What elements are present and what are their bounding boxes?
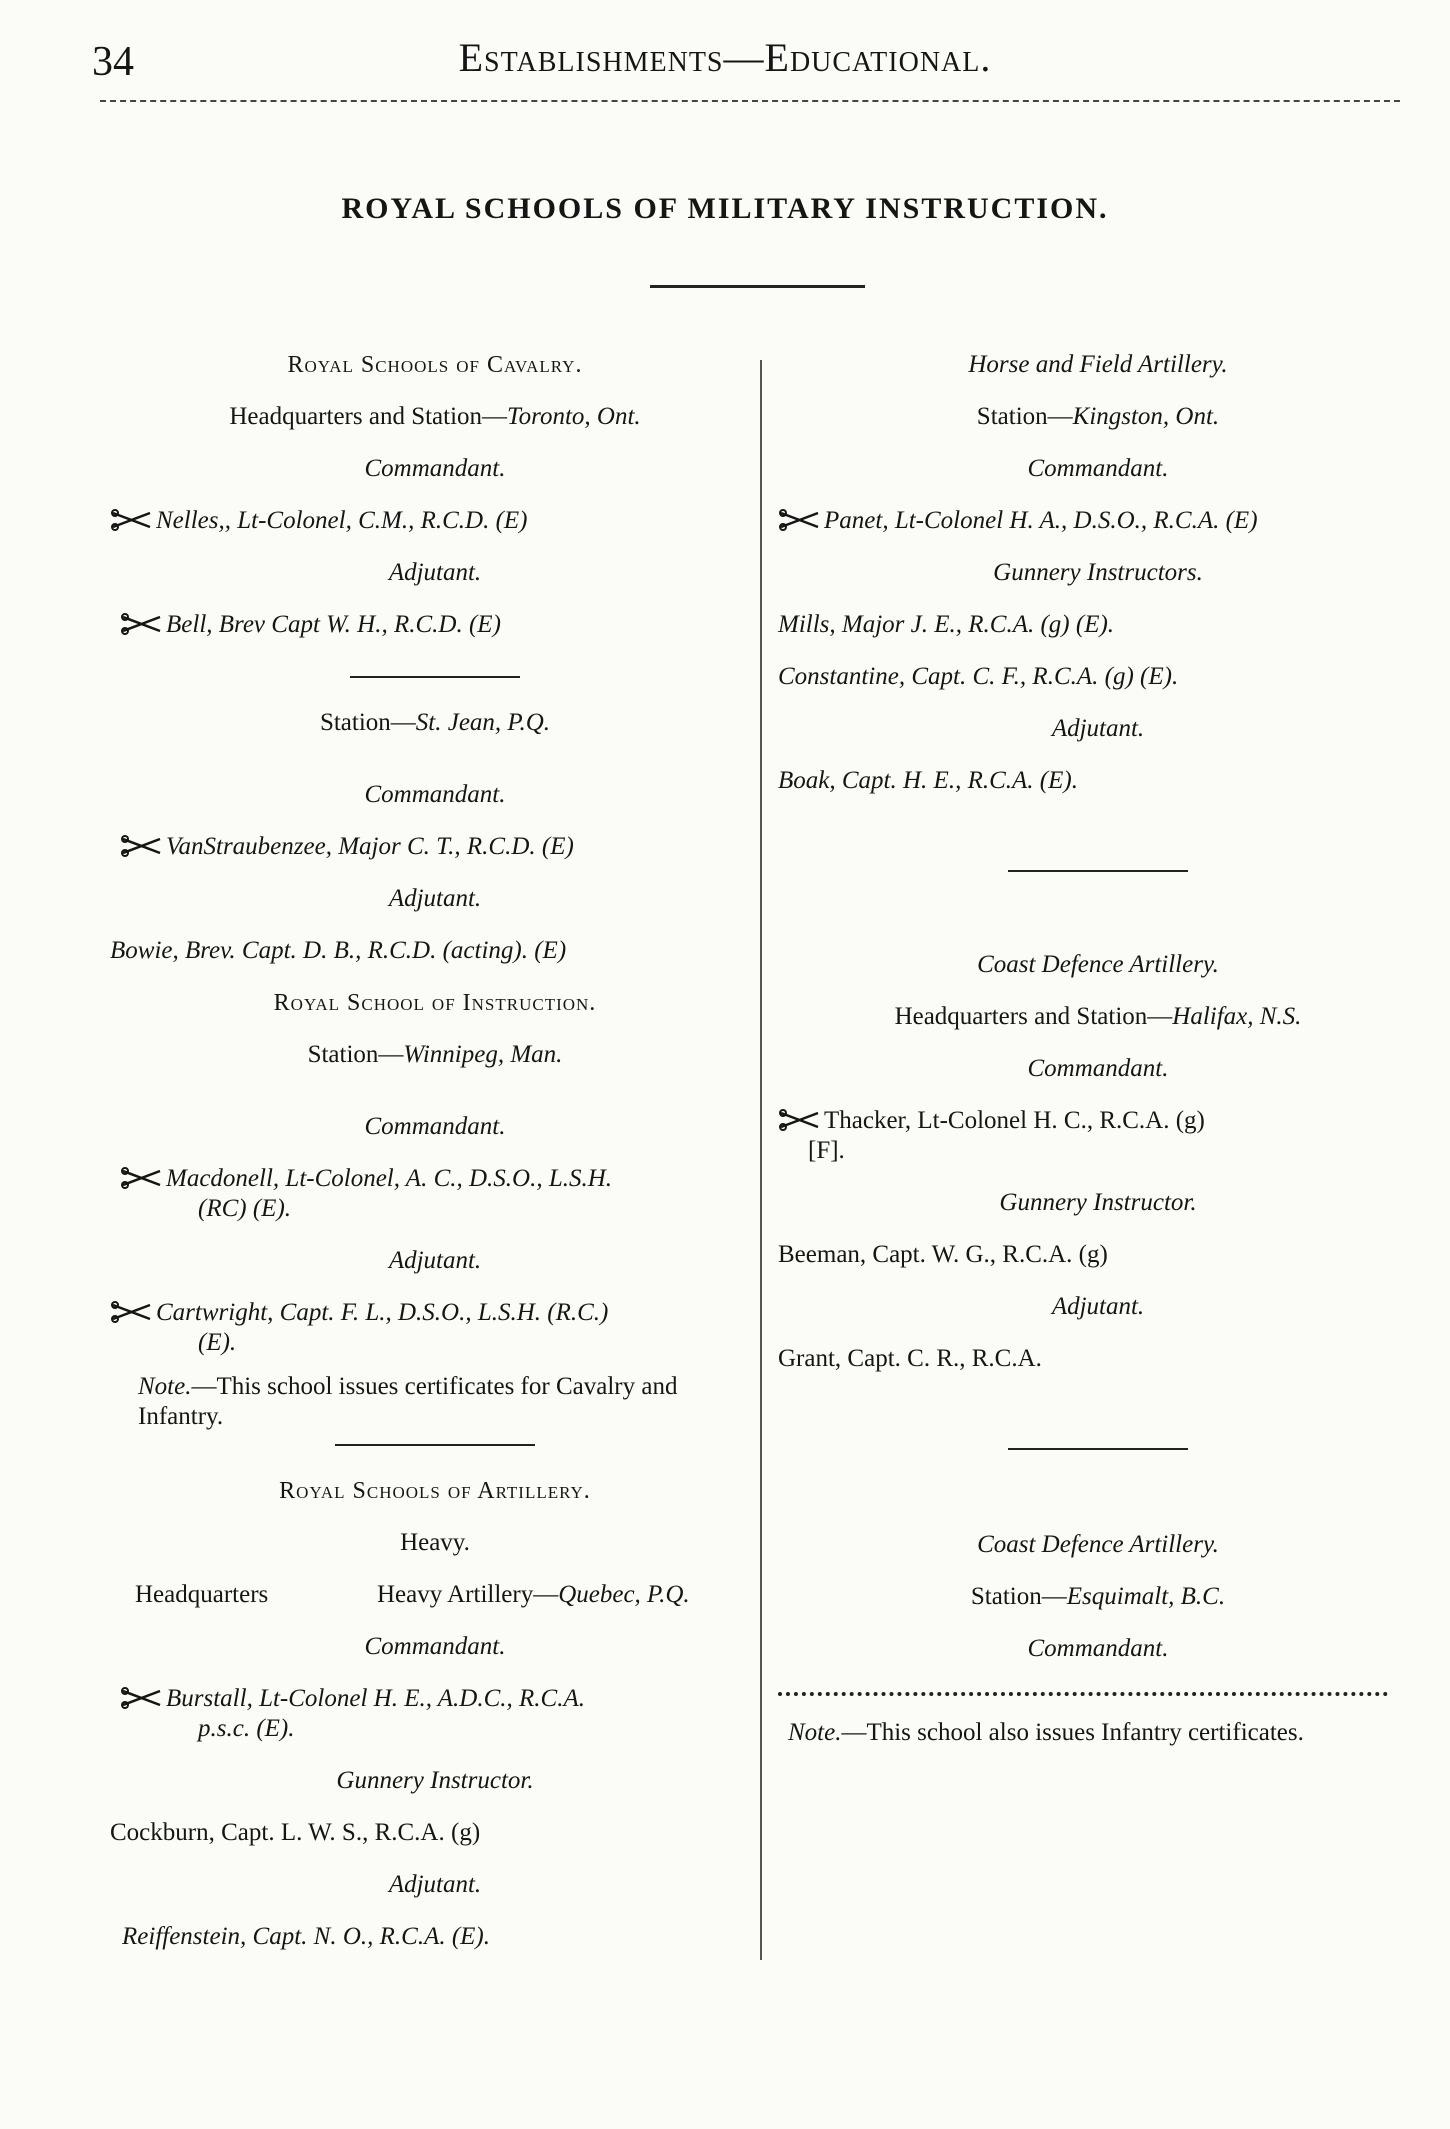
- coast-defence-heading: Coast Defence Artillery.: [977, 1531, 1219, 1558]
- gunnery-instructors-label: Gunnery Instructors.: [993, 559, 1203, 586]
- adjutant-label: Adjutant.: [388, 885, 482, 912]
- winnipeg-station: [110, 1040, 760, 1070]
- quebec-station: [110, 1580, 760, 1610]
- winnipeg-adjutant-continued: (E).: [198, 1329, 237, 1356]
- officer-name: Cartwright, Capt. F. L., D.S.O., L.S.H. (R.C.): [156, 1299, 609, 1326]
- officer-name: VanStraubenzee, Major C. T., R.C.D. (E): [166, 833, 574, 860]
- officer-name: Bell, Brev Capt W. H., R.C.D. (E): [166, 611, 501, 638]
- station-label: Headquarters and Station—: [229, 403, 508, 430]
- commandant-label: Commandant.: [364, 781, 506, 808]
- crossed-swords-icon: [120, 1167, 164, 1189]
- header-rule: [100, 100, 1400, 102]
- section-rule: [1008, 1448, 1188, 1450]
- station-place: Esquimalt, B.C.: [1066, 1583, 1226, 1610]
- dotted-leader: [778, 1692, 1388, 1696]
- toronto-station: [110, 402, 760, 432]
- station-place: Toronto, Ont.: [507, 403, 641, 430]
- station-label: Station—: [970, 1583, 1067, 1610]
- adjutant-label: Adjutant.: [1051, 1293, 1145, 1320]
- artillery-heading: Royal Schools of Artillery.: [279, 1478, 591, 1504]
- title-rule: [650, 285, 865, 288]
- field-artillery-heading: Horse and Field Artillery.: [968, 351, 1228, 378]
- headquarters-label: Headquarters: [135, 1581, 269, 1608]
- crossed-swords-icon: [778, 509, 822, 531]
- page-header: [0, 30, 1450, 90]
- adjutant-label: Adjutant.: [388, 559, 482, 586]
- commandant-label: Commandant.: [364, 1633, 506, 1660]
- note-text: —This school also issues Infantry certificates.: [841, 1719, 1304, 1746]
- commandant-label: Commandant.: [1027, 455, 1169, 482]
- station-label: Headquarters and Station—: [894, 1003, 1173, 1030]
- gunnery-instructor-label: Gunnery Instructor.: [999, 1189, 1197, 1216]
- kingston-gunnery-entry: Constantine, Capt. C. F., R.C.A. (g) (E).: [778, 663, 1179, 690]
- stjean-adjutant-entry: Bowie, Brev. Capt. D. B., R.C.D. (acting). (E): [110, 937, 567, 964]
- crossed-swords-icon: [120, 835, 164, 857]
- instruction-heading: Royal School of Instruction.: [273, 990, 597, 1016]
- heavy-label: Heavy.: [400, 1529, 470, 1556]
- left-column: [110, 350, 760, 1952]
- section-rule: [335, 1444, 535, 1446]
- station-place: Halifax, N.S.: [1172, 1003, 1302, 1030]
- section-rule: [1008, 870, 1188, 872]
- crossed-swords-icon: [110, 509, 154, 531]
- adjutant-label: Adjutant.: [388, 1247, 482, 1274]
- officer-name: Macdonell, Lt-Colonel, A. C., D.S.O., L.S.H.: [166, 1165, 613, 1192]
- winnipeg-commandant-entry: [110, 1164, 760, 1194]
- station-place: Kingston, Ont.: [1072, 403, 1220, 430]
- quebec-adjutant-entry: Reiffenstein, Capt. N. O., R.C.A. (E).: [122, 1923, 491, 1950]
- note-label: Note.: [138, 1373, 192, 1400]
- halifax-gunnery-entry: Beeman, Capt. W. G., R.C.A. (g): [778, 1241, 1108, 1268]
- winnipeg-adjutant-entry: [110, 1298, 760, 1328]
- halifax-commandant-entry: [778, 1106, 1418, 1136]
- commandant-label: Commandant.: [364, 1113, 506, 1140]
- running-head: Establishments—Educational.: [458, 35, 992, 80]
- officer-name: Thacker, Lt-Colonel H. C., R.C.A. (g): [824, 1107, 1205, 1134]
- adjutant-label: Adjutant.: [1051, 715, 1145, 742]
- crossed-swords-icon: [120, 613, 164, 635]
- right-column: [778, 350, 1418, 1748]
- officer-name: Panet, Lt-Colonel H. A., D.S.O., R.C.A. (E): [824, 507, 1258, 534]
- officer-name: Nelles,, Lt-Colonel, C.M., R.C.D. (E): [156, 507, 528, 534]
- kingston-commandant-entry: [778, 506, 1418, 536]
- section-rule: [350, 676, 520, 678]
- crossed-swords-icon: [778, 1109, 822, 1131]
- stjean-station: [110, 708, 760, 738]
- cavalry-note: [110, 1372, 760, 1432]
- esquimalt-note: [778, 1718, 1418, 1748]
- halifax-station: [778, 1002, 1418, 1032]
- stjean-commandant-entry: [110, 832, 760, 862]
- commandant-label: Commandant.: [1027, 1055, 1169, 1082]
- station-label: Station—: [976, 403, 1073, 430]
- page-number: 34: [92, 39, 134, 85]
- note-text: —This school issues certificates for Cavalry and Infantry.: [138, 1373, 678, 1430]
- column-divider: [760, 360, 762, 1960]
- commandant-label: Commandant.: [364, 455, 506, 482]
- quebec-commandant-continued: p.s.c. (E).: [198, 1715, 295, 1742]
- note-label: Note.: [788, 1719, 842, 1746]
- station-place: Winnipeg, Man.: [403, 1041, 563, 1068]
- station-place: Quebec, P.Q.: [558, 1581, 690, 1608]
- adjutant-label: Adjutant.: [388, 1871, 482, 1898]
- quebec-gunnery-entry: Cockburn, Capt. L. W. S., R.C.A. (g): [110, 1819, 481, 1846]
- crossed-swords-icon: [110, 1301, 154, 1323]
- kingston-gunnery-entry: Mills, Major J. E., R.C.A. (g) (E).: [778, 611, 1115, 638]
- kingston-station: [778, 402, 1418, 432]
- commandant-label: Commandant.: [1027, 1635, 1169, 1662]
- officer-name: Burstall, Lt-Colonel H. E., A.D.C., R.C.A.: [166, 1685, 585, 1712]
- halifax-adjutant-entry: Grant, Capt. C. R., R.C.A.: [778, 1345, 1042, 1372]
- esquimalt-station: [778, 1582, 1418, 1612]
- winnipeg-commandant-continued: (RC) (E).: [198, 1195, 292, 1222]
- station-place: St. Jean, P.Q.: [415, 709, 551, 736]
- toronto-commandant-entry: [110, 506, 760, 536]
- crossed-swords-icon: [120, 1687, 164, 1709]
- toronto-adjutant-entry: [110, 610, 760, 640]
- gunnery-instructor-label: Gunnery Instructor.: [336, 1767, 534, 1794]
- cavalry-heading: Royal Schools of Cavalry.: [287, 352, 583, 378]
- kingston-adjutant-entry: Boak, Capt. H. E., R.C.A. (E).: [778, 767, 1078, 794]
- quebec-commandant-entry: [110, 1684, 760, 1714]
- coast-defence-heading: Coast Defence Artillery.: [977, 951, 1219, 978]
- station-label: Station—: [319, 709, 416, 736]
- halifax-commandant-continued: [F].: [808, 1137, 845, 1164]
- main-title: ROYAL SCHOOLS OF MILITARY INSTRUCTION.: [341, 192, 1109, 225]
- station-label: Heavy Artillery—: [377, 1581, 559, 1608]
- station-label: Station—: [307, 1041, 404, 1068]
